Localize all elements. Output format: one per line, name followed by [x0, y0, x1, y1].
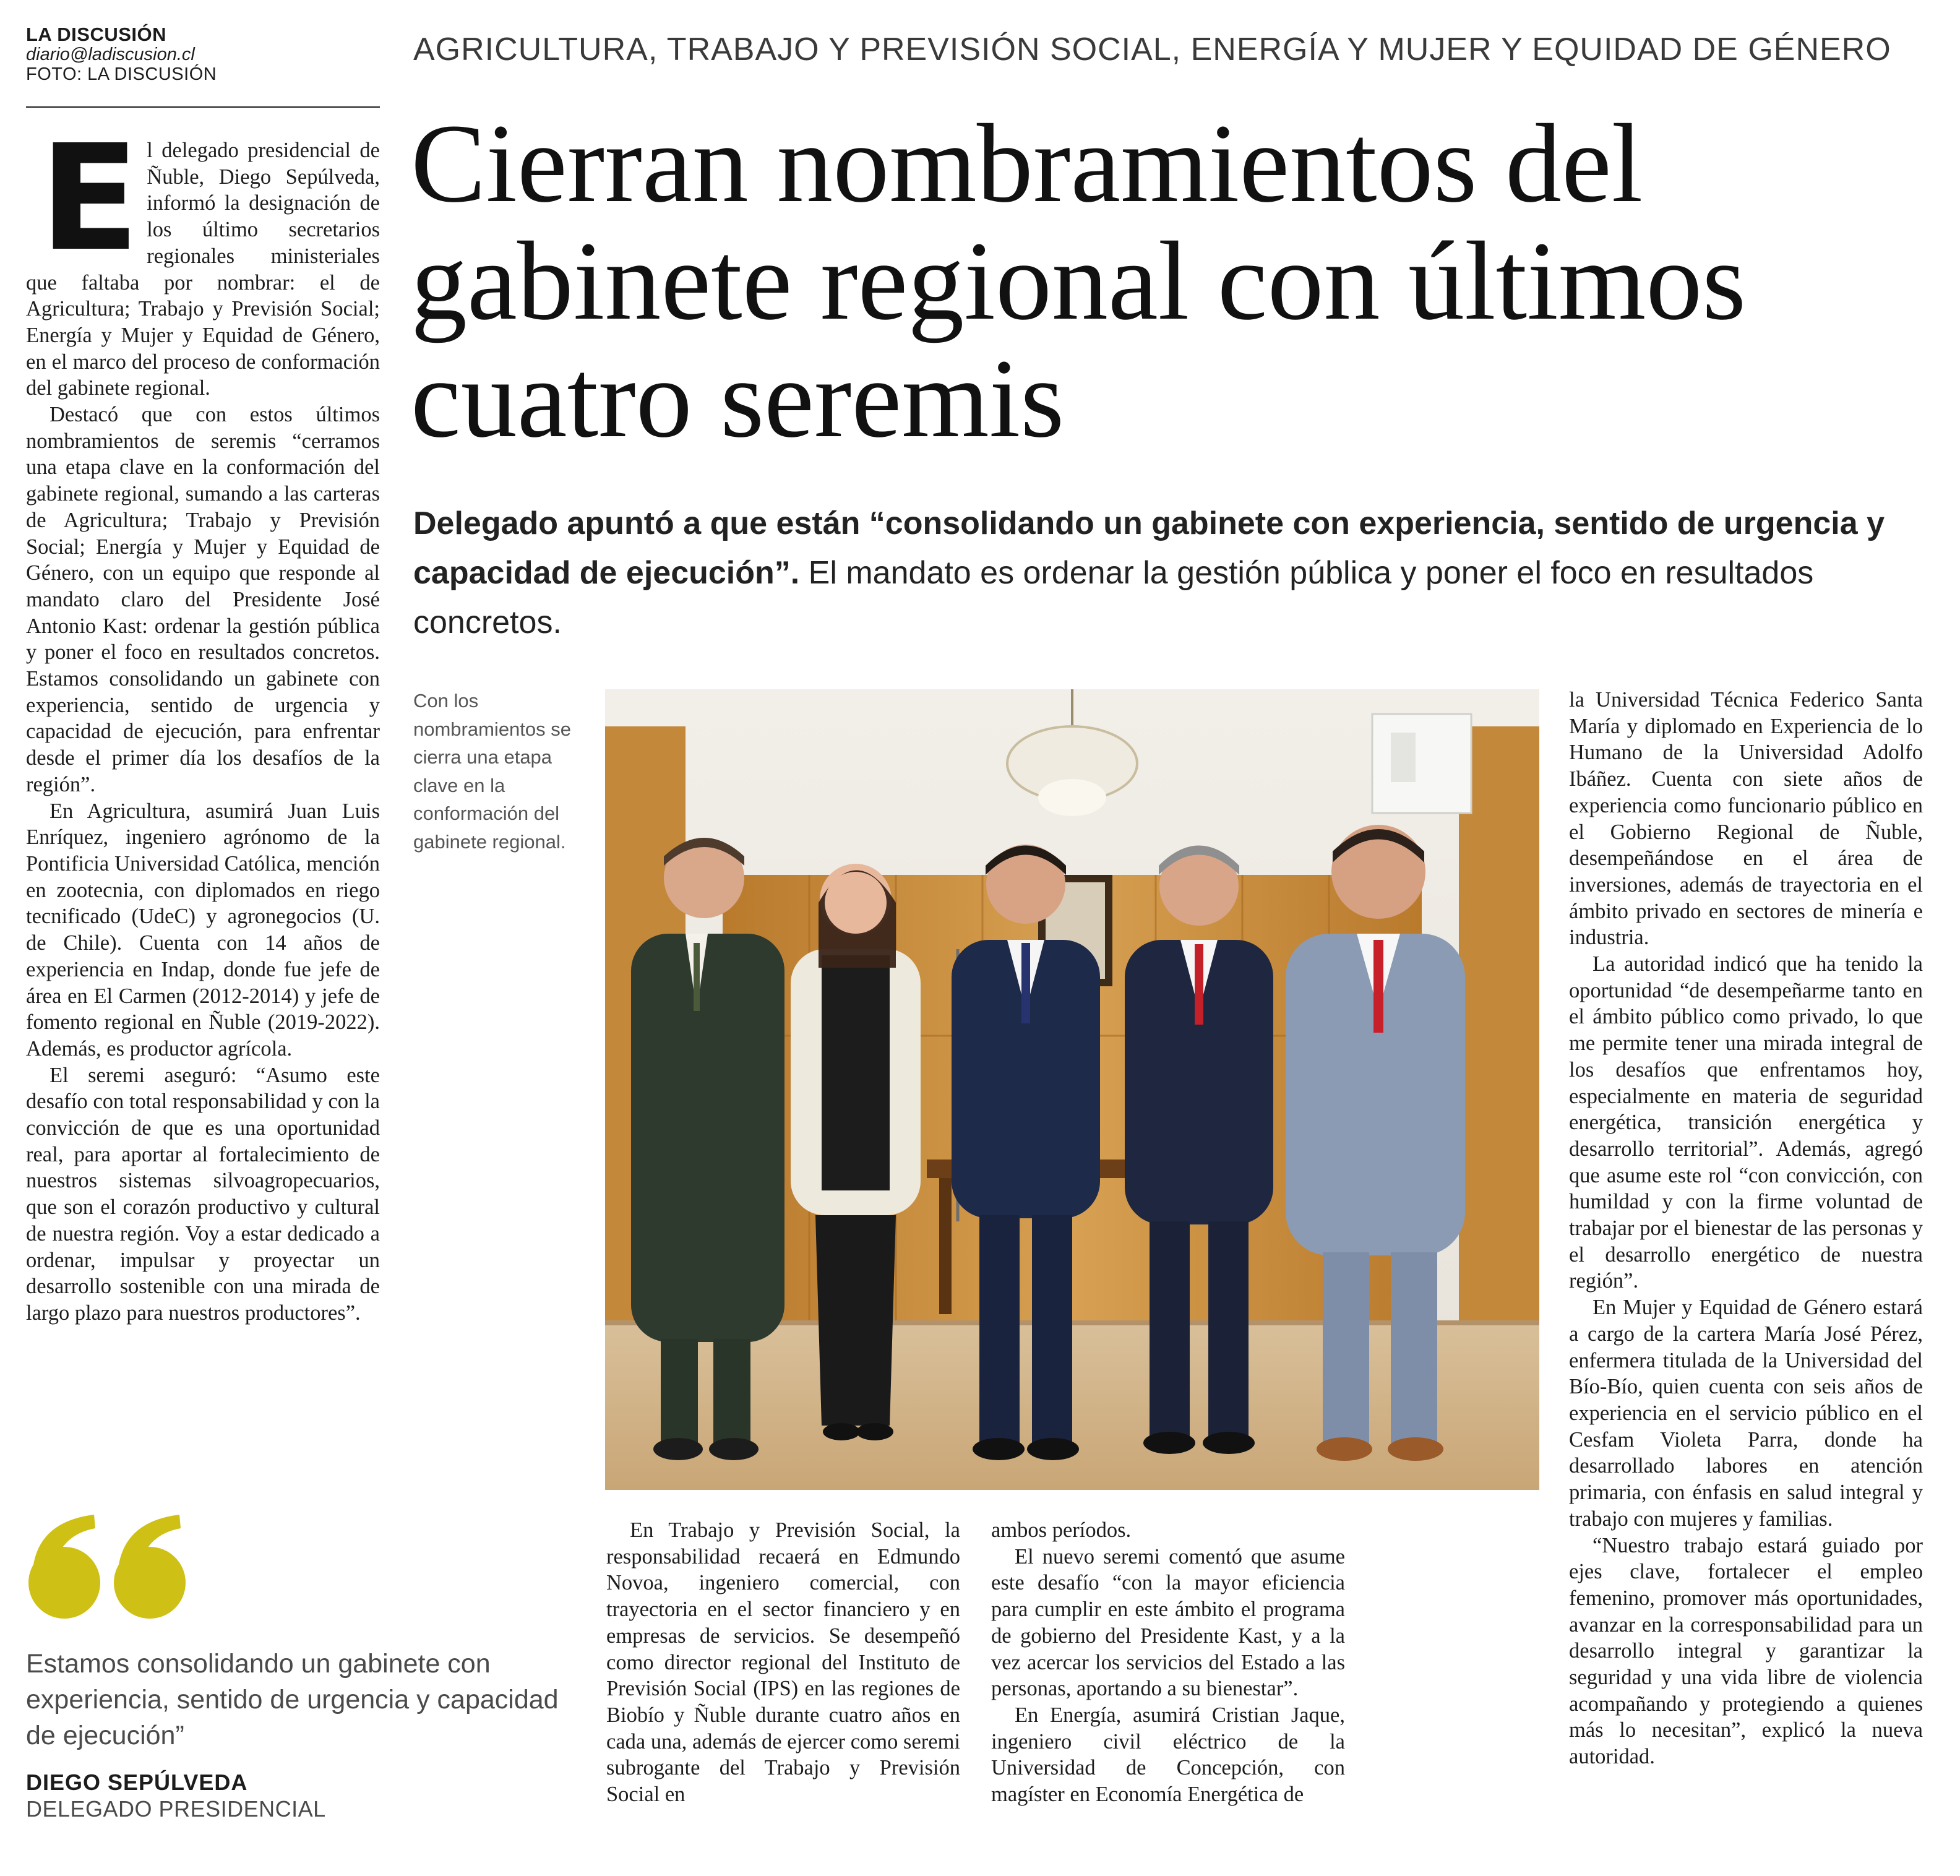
photo-caption: Con los nombramientos se cierra una etapa clave en la conformación del gabinete regional.	[413, 690, 572, 853]
pull-quote-role: DELEGADO PRESIDENCIAL	[26, 1796, 326, 1822]
article-column-3	[991, 1517, 1345, 1808]
drop-cap: E	[40, 113, 140, 283]
group-photo	[605, 689, 1539, 1490]
quote-marks-icon	[26, 1510, 193, 1621]
header-divider	[26, 106, 380, 108]
paragraph: la Universidad Técnica Federico Santa María y diplomado en Experiencia de lo Humano de la Universidad Adolfo Ibáñez. Cuenta con siete años de experiencia como funcionario público en el Gobierno Regional de Ñuble, desempeñándose en el área de inversiones, además de trayectoria en el ámbito privado en sectores de minería e industria.	[1569, 688, 1923, 950]
pull-quote-name: DIEGO SEPÚLVEDA	[26, 1770, 248, 1795]
paragraph: En Agricultura, asumirá Juan Luis Enríquez, ingeniero agrónomo de la Pontificia Universidad Católica, mención en zootecnia, con diplomados en riego tecnificado (UdeC) y agronegocios (U. de Chile). Cuenta con 14 años de experiencia en Indap, donde fue jefe de área en El Carmen (2012-2014) y jefe de fomento regional en Ñuble (2019-2022). Además, es productor agrícola.	[26, 799, 380, 1061]
paragraph: La autoridad indicó que ha tenido la oportunidad “de desempeñarme tanto en el ámbito público como privado, lo que me permite tener una mirada integral de los desafíos que enfrentamos hoy, especialmente en materia de seguridad energética, transición energética y desarrollo territorial”. Además, agregó que asume este rol “con convicción, con humildad y con la firme voluntad de trabajar por el bienestar de las personas y el desarrollo energético de nuestra región”.	[1569, 952, 1923, 1293]
paragraph: El seremi aseguró: “Asumo este desafío con total responsabilidad y con la convicción de que es una oportunidad real, para aportar al fortalecimiento de nuestros sistemas silvoagropecuarios, que son el corazón productivo y cultural de nuestra región. Voy a estar dedicado a ordenar, impulsar y proyectar un desarrollo sostenible con una mirada de largo plazo para nuestros productores”.	[26, 1063, 380, 1325]
article-column-4	[1569, 687, 1923, 1770]
author-email: diario@ladiscusion.cl	[26, 45, 195, 64]
photo-credit: FOTO: LA DISCUSIÓN	[26, 64, 217, 84]
subheadline	[413, 499, 1923, 647]
article-column-1	[26, 113, 380, 1327]
paragraph: En Trabajo y Previsión Social, la responsabilidad recaerá en Edmundo Novoa, ingeniero comercial, con trayectoria en el sector financiero y en empresas de servicios. Se desempeñó como director regional del Instituto de Previsión Social (IPS) en las regiones de Biobío y Ñuble durante cuatro años en cada una, además de ejercer como seremi subrogante del Trabajo y Previsión Social en	[606, 1518, 960, 1807]
paragraph: Destacó que con estos últimos nombramientos de seremis “cerramos una etapa clave en la conformación del gabinete regional, sumando a las carteras de Agricultura; Trabajo y Previsión Social; Energía y Mujer y Equidad de Género, con un equipo que responde al mandato claro del Presidente José Antonio Kast: ordenar la gestión pública y poner el foco en resultados concretos. Estamos consolidando un gabinete con experiencia, sentido de urgencia y capacidad de ejecución, para enfrentar desde el primer día los desafíos de la región”.	[26, 403, 380, 796]
section-kicker: AGRICULTURA, TRABAJO Y PREVISIÓN SOCIAL, ENERGÍA Y MUJER Y EQUIDAD DE GÉNERO	[413, 32, 1891, 67]
paragraph: ambos períodos.	[991, 1518, 1132, 1542]
paragraph: En Mujer y Equidad de Género estará a cargo de la cartera María José Pérez, enfermera titulada de la Universidad del Bío-Bío, quien cuenta con seis años de experiencia en el servicio público en el Cesfam Violeta Parra, donde ha desarrollado labores en atención primaria, con énfasis en salud integral y trabajo con mujeres y familias.	[1569, 1296, 1923, 1531]
article-column-2	[606, 1517, 960, 1808]
newspaper-brand: LA DISCUSIÓN	[26, 24, 167, 45]
paragraph: l delegado presidencial de Ñuble, Diego Sepúlveda, informó la designación de los último secretarios regionales ministeriales que faltaba por nombrar: el de Agricultura; Trabajo y Previsión Social; Energía y Mujer y Equidad de Género, en el marco del proceso de conformación del gabinete regional.	[26, 139, 380, 400]
headline: Cierran nombramientos del gabinete regional con últimos cuatro seremis	[411, 101, 1747, 461]
pull-quote-text: Estamos consolidando un gabinete con experiencia, sentido de urgencia y capacidad de ejecución”	[26, 1649, 559, 1750]
paragraph: En Energía, asumirá Cristian Jaque, ingeniero civil eléctrico de la Universidad de Concepción, con magíster en Economía Energética de	[991, 1703, 1345, 1807]
subheadline-regular: El mandato es ordenar la gestión pública y poner el foco en resultados concretos.	[413, 555, 1814, 640]
paragraph: El nuevo seremi comentó que asume este desafío “con la mayor eficiencia para cumplir en este ámbito el programa de gobierno del Presidente Kast, y a la vez acercar los servicios del Estado a las personas, aportando a su bienestar”.	[991, 1544, 1345, 1701]
subheadline-bold: Delegado apuntó a que están “consolidando un gabinete con experiencia, sentido de urgencia y capacidad de ejecución”.	[413, 506, 1885, 591]
paragraph: “Nuestro trabajo estará guiado por ejes clave, fortalecer el empleo femenino, promover más oportunidades, avanzar en la corresponsabilidad para un desarrollo integral y garantizar la seguridad y una vida libre de violencia acompañando y protegiendo a quienes más lo necesitan”, explicó la nueva autoridad.	[1569, 1533, 1923, 1769]
